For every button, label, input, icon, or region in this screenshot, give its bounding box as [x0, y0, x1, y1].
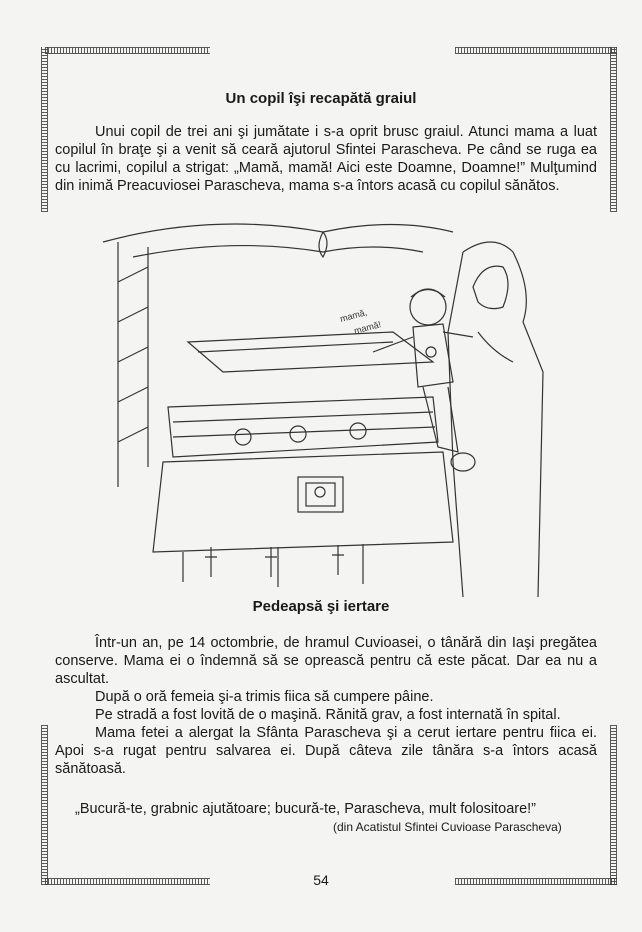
page-number: 54	[313, 872, 329, 888]
story2-paragraph-4: Mama fetei a alergat la Sfânta Parascheva şi a cerut iertare pentru fiica ei. Apoi s-a rugat pentru salvarea ei. După câteva zile tânăra s-a întors acasă sănătoasă.	[55, 725, 597, 777]
ornament-left-upper	[41, 47, 48, 212]
story2-paragraph-2: După o oră femeia şi-a trimis fiica să cumpere pâine.	[95, 689, 434, 705]
speech-label-1: mamă,	[338, 307, 369, 324]
story2-paragraph-1: Într-un an, pe 14 octombrie, de hramul Cuvioasei, o tânără din Iaşi pregătea conserve. Mama ei o îndemnă să se oprească pentru că este păcat. Dar ea nu a ascultat.	[55, 635, 597, 687]
ornament-right-lower	[610, 725, 617, 885]
story1-title: Un copil îşi recapătă graiul	[225, 90, 417, 107]
story2-paragraph-3: Pe stradă a fost lovită de o maşină. Rănită grav, a fost internată în spital.	[95, 707, 561, 723]
shrine-illustration	[93, 212, 553, 597]
story2-title: Pedeapsă şi iertare	[252, 598, 390, 615]
ornament-left-lower	[41, 725, 48, 885]
story1-paragraph: Unui copil de trei ani şi jumătate i s-a oprit brusc graiul. Atunci mama a luat copilul în braţe şi a venit să ceară ajutorul Sfintei Parascheva. Pe când se ruga ea cu lacrimi, copilul a strigat: „Mamă, mamă! Aici este Doamne, Doamne!” Mulţumind din inimă Preacuviosei Parascheva, mama s-a întors acasă cu copilul sănătos.	[55, 124, 597, 194]
ornament-right-upper	[610, 47, 617, 212]
ornament-top-right	[455, 47, 617, 54]
quote-source: (din Acatistul Sfintei Cuvioase Parascheva)	[333, 820, 562, 834]
speech-label-2: mamă!	[352, 319, 383, 336]
closing-quote: „Bucură-te, grabnic ajutătoare; bucură-te, Parascheva, mult folositoare!”	[75, 801, 537, 817]
ornament-top-left	[45, 47, 210, 54]
